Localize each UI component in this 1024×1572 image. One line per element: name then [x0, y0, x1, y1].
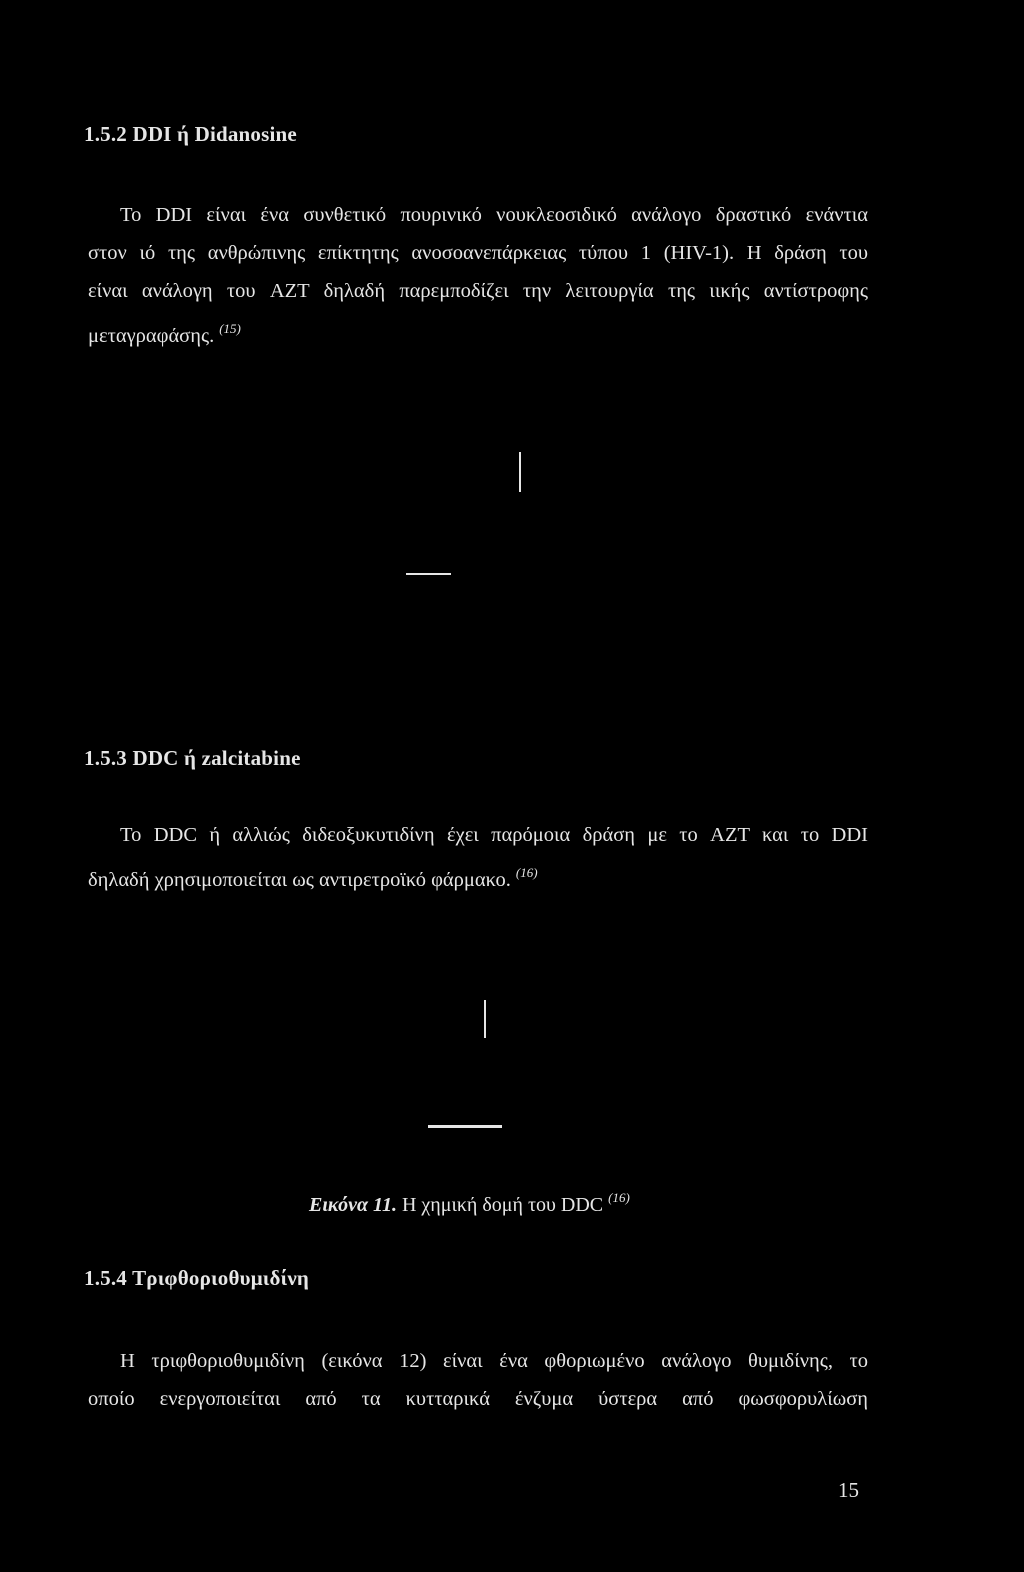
paragraph-line: Το DDI είναι ένα συνθετικό πουρινικό νουκλεοσιδικό ανάλογο δραστικό ενάντια [120, 204, 868, 226]
paragraph-line: οποίο ενεργοποιείται από τα κυτταρικά ένζυμα ύστερα από φωσφορυλίωση [88, 1388, 868, 1410]
figure-caption-label: Εικόνα 11. [309, 1194, 397, 1216]
citation-ref: (16) [608, 1190, 630, 1205]
citation-ref: (16) [515, 865, 538, 880]
paragraph-line: είναι ανάλογη του AZT δηλαδή παρεμποδίζει την λειτουργία της ιικής αντίστροφης [88, 280, 868, 302]
structure-bond-horizontal [406, 573, 451, 575]
paragraph-trifluorothymidine [88, 1342, 868, 1418]
structure-bond-vertical [519, 452, 521, 492]
citation-ref: (15) [219, 321, 241, 336]
paragraph-line: Το DDC ή αλλιώς διδεοξυκυτιδίνη έχει παρόμοια δράση με το AZT και το DDI [120, 824, 868, 846]
section-heading-ddc: 1.5.3 DDC ή zalcitabine [84, 746, 301, 770]
figure-caption-text: Η χημική δομή του DDC [396, 1194, 604, 1216]
paragraph-line: δηλαδή χρησιμοποιείται ως αντιρετροϊκό φάρμακο. $^{(16)}$ [88, 865, 538, 891]
paragraph-ddc [88, 816, 868, 899]
structure-bond-horizontal [428, 1125, 502, 1128]
paragraph-ddi [88, 196, 868, 355]
page-number: 15 [838, 1478, 859, 1502]
section-heading-ddi: 1.5.2 DDI ή Didanosine [84, 122, 297, 146]
paragraph-line: μεταγραφάσης. $^{(15)}$ [88, 321, 241, 347]
figure-caption [309, 1190, 630, 1217]
section-heading-trifluorothymidine: 1.5.4 Τριφθοριοθυμιδίνη [84, 1266, 310, 1290]
paragraph-line: Η τριφθοριοθυμιδίνη (εικόνα 12) είναι ένα φθοριωμένο ανάλογο θυμιδίνης, το [120, 1350, 868, 1372]
structure-bond-vertical [484, 1000, 486, 1038]
paragraph-line: στον ιό της ανθρώπινης επίκτητης ανοσοανεπάρκειας τύπου 1 (HIV-1). Η δράση του [88, 242, 868, 264]
